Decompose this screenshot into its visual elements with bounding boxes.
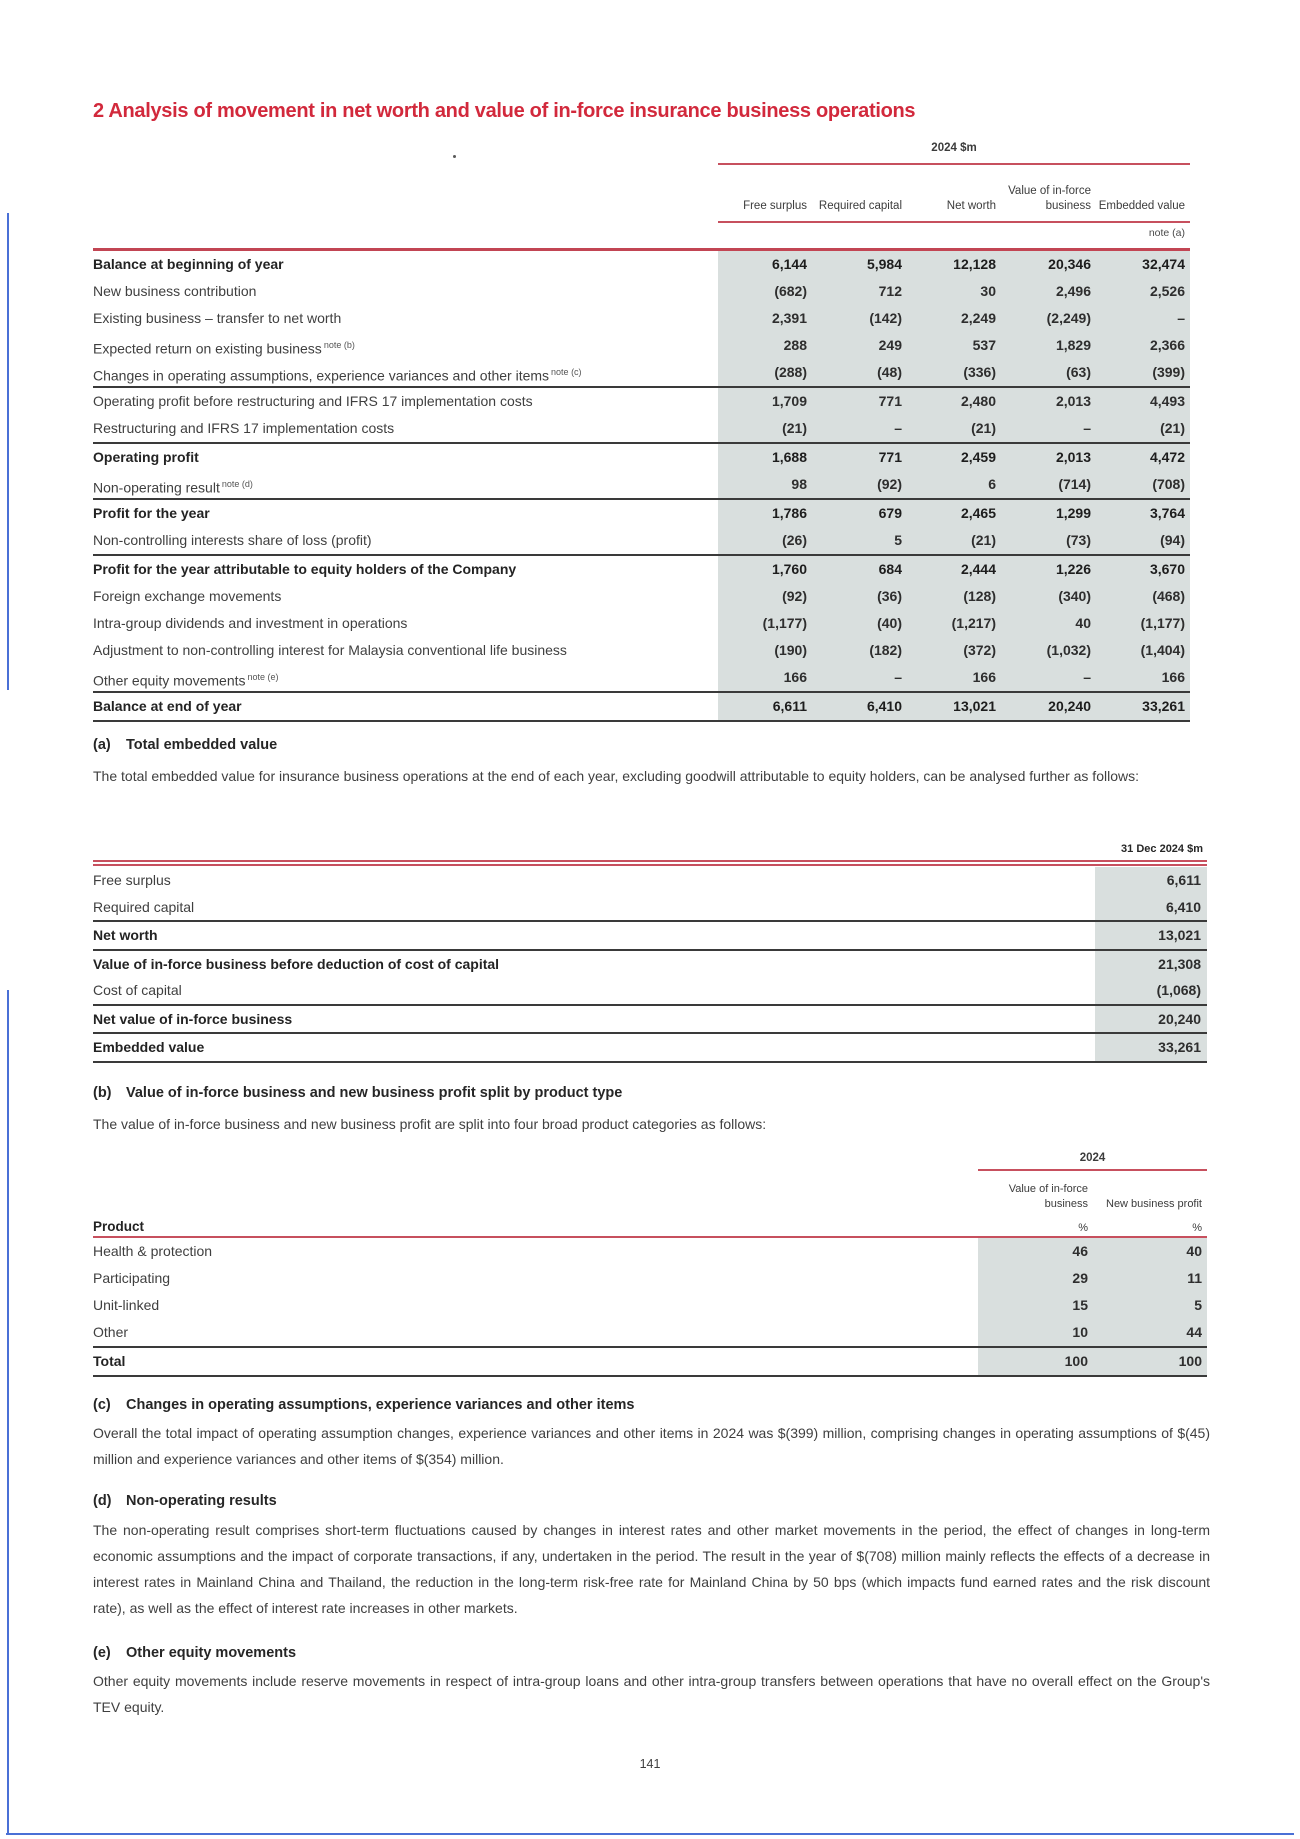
product-header-row — [93, 1214, 1207, 1234]
cell-value: 5 — [894, 532, 902, 548]
cell-value: 6,144 — [771, 256, 807, 272]
cell-value: 5 — [1194, 1297, 1202, 1313]
table-row — [93, 951, 1207, 978]
column-headers — [978, 1173, 1207, 1213]
unit-percent: % — [1192, 1222, 1202, 1234]
cell-value: 21,308 — [1158, 955, 1201, 972]
cell-value: 1,226 — [1055, 561, 1091, 577]
cell-value: 1,760 — [771, 561, 807, 577]
cell-value: (142) — [869, 310, 902, 326]
section-d-heading — [93, 1493, 277, 1509]
left-border-bar-bottom — [7, 990, 9, 1835]
cell-value: 6 — [988, 476, 996, 492]
cell-value: 288 — [783, 337, 807, 353]
cell-value: 20,240 — [1048, 698, 1091, 714]
cell-value: (92) — [782, 588, 807, 604]
table-row — [93, 922, 1207, 951]
cell-value: 166 — [972, 669, 996, 685]
table-row — [93, 305, 1190, 332]
cell-value: 4,472 — [1149, 449, 1185, 465]
row-label: Free surplus — [93, 872, 171, 888]
cell-value: (336) — [963, 364, 996, 380]
cell-value: 20,346 — [1048, 256, 1091, 272]
cell-value: (1,177) — [1140, 615, 1185, 631]
row-label: Balance at end of year — [93, 698, 242, 714]
section-c-heading — [93, 1397, 634, 1413]
cell-value: (2,249) — [1046, 310, 1091, 326]
cell-value: (182) — [869, 642, 902, 658]
cell-value: 100 — [1064, 1353, 1088, 1369]
cell-value: 3,764 — [1149, 505, 1185, 521]
row-label: Cost of capital — [93, 982, 182, 998]
section-d-title: Non-operating results — [126, 1493, 277, 1509]
cell-value: 1,829 — [1055, 337, 1091, 353]
section-c-title: Changes in operating assumptions, experience variances and other items — [126, 1397, 635, 1413]
cell-value: 2,526 — [1149, 283, 1185, 299]
cell-value: 6,410 — [1165, 898, 1201, 915]
section-a-title: Total embedded value — [126, 737, 278, 753]
cell-value: 2,249 — [960, 310, 996, 326]
section-a-prefix: (a) — [93, 737, 111, 753]
row-label: Unit-linked — [93, 1297, 160, 1313]
row-label: Other — [93, 1324, 129, 1340]
note-ref: note (b) — [323, 340, 355, 350]
table-row — [93, 1238, 1207, 1265]
table-row — [93, 500, 1190, 527]
cell-value: (1,217) — [951, 615, 996, 631]
column-headers — [718, 169, 1190, 217]
row-label: Profit for the year attributable to equity holders of the Company — [93, 561, 517, 577]
row-label: Total — [93, 1353, 126, 1369]
table-a-column-header: 31 Dec 2024 $m — [1121, 843, 1203, 855]
row-label: Intra-group dividends and investment in operations — [93, 615, 408, 631]
cell-value: 684 — [878, 561, 902, 577]
cell-value: 537 — [972, 337, 996, 353]
table-body — [93, 1238, 1207, 1377]
cell-value: 13,021 — [1158, 927, 1201, 943]
row-label: Operating profit before restructuring and IFRS 17 implementation costs — [93, 393, 533, 409]
column-header-value-in-force: Value of in-force business — [1008, 185, 1091, 212]
cell-value: (190) — [774, 642, 807, 658]
column-header-required-capital: Required capital — [818, 199, 902, 212]
cell-value: – — [894, 420, 902, 436]
column-header-embedded-value: Embedded value — [1098, 199, 1185, 212]
cell-value: 30 — [980, 283, 996, 299]
section-e-heading — [93, 1645, 296, 1661]
table-row — [93, 1006, 1207, 1035]
period-header: 2024 $m — [931, 142, 977, 154]
cell-value: 2,459 — [960, 449, 996, 465]
cell-value: 100 — [1178, 1353, 1202, 1369]
cell-value: (128) — [963, 588, 996, 604]
table-row — [93, 1265, 1207, 1292]
cell-value: (682) — [774, 283, 807, 299]
table-row — [93, 610, 1190, 637]
table-row — [93, 894, 1207, 923]
cell-value: 98 — [791, 476, 807, 492]
cell-value: (21) — [971, 532, 996, 548]
row-label: Non-controlling interests share of loss (profit) — [93, 532, 372, 548]
table-row — [93, 1348, 1207, 1377]
table-row — [93, 693, 1190, 722]
row-label: Other equity movements $^{note (e)}$ — [93, 672, 279, 689]
note-ref: note (a) — [1148, 227, 1185, 239]
cell-value: (94) — [1160, 532, 1185, 548]
cell-value: 1,299 — [1055, 505, 1091, 521]
cell-value: (63) — [1066, 364, 1091, 380]
cell-value: 20,240 — [1158, 1010, 1201, 1027]
cell-value: 249 — [878, 337, 902, 353]
cell-value: (92) — [877, 476, 902, 492]
table-row — [93, 637, 1190, 664]
cell-value: 2,366 — [1149, 337, 1185, 353]
row-label: Net value of in-force business — [93, 1010, 293, 1027]
cell-value: 2,013 — [1055, 449, 1091, 465]
table-row — [93, 415, 1190, 444]
row-label: New business contribution — [93, 283, 257, 299]
row-label: Health & protection — [93, 1243, 213, 1259]
cell-value: 6,611 — [1166, 872, 1201, 888]
bottom-border-line — [6, 1833, 1294, 1835]
section-b-body: The value of in-force business and new business profit are split into four broad product categories as follows: — [93, 1116, 767, 1132]
table-row — [93, 556, 1190, 583]
column-header-net-worth: Net worth — [946, 199, 996, 212]
cell-value: 712 — [878, 283, 902, 299]
table-row — [93, 444, 1190, 471]
table-row — [93, 388, 1190, 415]
cell-value: 11 — [1187, 1270, 1202, 1286]
cell-value: 40 — [1186, 1243, 1202, 1259]
cell-value: (288) — [774, 364, 807, 380]
table-row — [93, 867, 1207, 894]
section-d-prefix: (d) — [93, 1493, 112, 1509]
row-label: Existing business – transfer to net worth — [93, 310, 342, 326]
column-header-value-in-force: Value of in-force business — [1008, 1183, 1088, 1210]
cell-value: (48) — [877, 364, 902, 380]
row-label: Value of in-force business before deduction of cost of capital — [93, 955, 500, 972]
cell-value: – — [1083, 420, 1091, 436]
cell-value: 2,465 — [960, 505, 996, 521]
red-rule — [718, 221, 1190, 223]
cell-value: 2,444 — [960, 561, 996, 577]
table-body — [93, 867, 1207, 1063]
row-label: Restructuring and IFRS 17 implementation costs — [93, 420, 395, 436]
cell-value: 771 — [878, 449, 902, 465]
note-ref: note (d) — [221, 479, 253, 489]
cell-value: 166 — [783, 669, 807, 685]
page-number: 141 — [639, 1757, 661, 1771]
cell-value: 6,611 — [772, 698, 807, 714]
table-row — [93, 471, 1190, 500]
cell-value: (468) — [1152, 588, 1185, 604]
section-c-body: Overall the total impact of operating assumption changes, experience variances and other items in 2024 was $(399) million, comprising changes in operating assumptions of $(45) million and experience variances and other items of $(354) million. — [93, 1425, 1210, 1467]
red-rule — [93, 860, 1207, 862]
stray-dot — [453, 155, 456, 158]
row-label: Participating — [93, 1270, 171, 1286]
cell-value: (26) — [782, 532, 807, 548]
cell-value: (340) — [1058, 588, 1091, 604]
row-label: Changes in operating assumptions, experience variances and other items $^{note (c)}$ — [93, 367, 582, 384]
cell-value: 10 — [1072, 1324, 1088, 1340]
year-header: 2024 — [1079, 1152, 1106, 1164]
cell-value: – — [894, 669, 902, 685]
red-rule — [718, 163, 1190, 165]
cell-value: 679 — [878, 505, 902, 521]
unit-percent: % — [1078, 1222, 1088, 1234]
row-label: Required capital — [93, 898, 195, 915]
cell-value: (1,068) — [1156, 982, 1201, 998]
cell-value: 771 — [878, 393, 902, 409]
cell-value: (399) — [1152, 364, 1185, 380]
cell-value: 166 — [1161, 669, 1185, 685]
page-title: 2 Analysis of movement in net worth and value of in-force insurance business operations — [93, 100, 916, 122]
row-label: Embedded value — [93, 1039, 205, 1055]
table-row — [93, 278, 1190, 305]
section-e-body: Other equity movements include reserve movements in respect of intra-group loans and other intra-group transfers between operations that have no overall effect on the Group's TEV equity. — [93, 1673, 1210, 1715]
red-rule — [978, 1169, 1207, 1171]
cell-value: (1,032) — [1046, 642, 1091, 658]
table-row — [93, 251, 1190, 278]
table-row — [93, 664, 1190, 693]
cell-value: 1,688 — [771, 449, 807, 465]
cell-value: 2,391 — [771, 310, 807, 326]
table-row — [93, 1034, 1207, 1063]
cell-value: 12,128 — [953, 256, 996, 272]
left-border-bar-top — [7, 213, 9, 690]
section-b-heading — [93, 1085, 622, 1101]
row-label: Foreign exchange movements — [93, 588, 282, 604]
cell-value: 44 — [1186, 1324, 1202, 1340]
cell-value: 3,670 — [1149, 561, 1185, 577]
table-body — [93, 248, 1190, 722]
cell-value: (73) — [1066, 532, 1091, 548]
section-b-prefix: (b) — [93, 1085, 112, 1101]
cell-value: (714) — [1058, 476, 1091, 492]
table-row — [93, 359, 1190, 388]
table-row — [93, 527, 1190, 556]
cell-value: 2,480 — [960, 393, 996, 409]
cell-value: 33,261 — [1142, 698, 1185, 714]
cell-value: (36) — [877, 588, 902, 604]
row-label: Net worth — [93, 927, 158, 943]
cell-value: (21) — [782, 420, 807, 436]
section-b-title: Value of in-force business and new business profit split by product type — [126, 1085, 623, 1101]
note-ref: note (c) — [551, 367, 582, 377]
cell-value: 46 — [1072, 1243, 1088, 1259]
cell-value: (40) — [877, 615, 902, 631]
table-row — [93, 977, 1207, 1006]
cell-value: 2,496 — [1055, 283, 1091, 299]
cell-value: 40 — [1075, 615, 1091, 631]
note-ref: note (e) — [247, 672, 279, 682]
column-header-new-business-profit: New business profit — [1106, 1197, 1202, 1210]
section-d-body: The non-operating result comprises short-term fluctuations caused by changes in interest rates and other market movements in the period, the effect of changes in long-term economic assumptions and the impact of corporate transactions, if any, undertaken in the period. The result in the year of $(708) million mainly reflects the effects of a decrease in interest rates in Mainland China and Thailand, the reduction in the long-term risk-free rate for Mainland China by 50 bps (which impacts fund earned rates and the risk discount rate), as well as the effect of interest rate increases in other markets. — [93, 1522, 1210, 1616]
table-row — [93, 1292, 1207, 1319]
row-label: Non-operating result $^{note (d)}$ — [93, 479, 253, 496]
row-label: Adjustment to non-controlling interest for Malaysia conventional life business — [93, 642, 567, 658]
cell-value: (372) — [963, 642, 996, 658]
red-rule — [93, 864, 1207, 866]
cell-value: 29 — [1072, 1270, 1088, 1286]
cell-value: 32,474 — [1142, 256, 1185, 272]
cell-value: – — [1177, 310, 1185, 326]
table-row — [93, 1319, 1207, 1348]
row-label: Expected return on existing business $^{note (b)}$ — [93, 340, 355, 357]
cell-value: (1,177) — [762, 615, 807, 631]
row-label: Profit for the year — [93, 505, 210, 521]
product-label: Product — [93, 1219, 145, 1234]
cell-value: 1,786 — [771, 505, 807, 521]
table-row — [93, 583, 1190, 610]
cell-value: (1,404) — [1140, 642, 1185, 658]
cell-value: (21) — [971, 420, 996, 436]
cell-value: (708) — [1152, 476, 1185, 492]
cell-value: 33,261 — [1158, 1039, 1201, 1055]
cell-value: (21) — [1160, 420, 1185, 436]
row-label: Balance at beginning of year — [93, 256, 284, 272]
table-row — [93, 332, 1190, 359]
section-c-prefix: (c) — [93, 1397, 111, 1413]
cell-value: 13,021 — [953, 698, 996, 714]
section-e-title: Other equity movements — [126, 1645, 297, 1661]
cell-value: 1,709 — [771, 393, 807, 409]
cell-value: – — [1083, 669, 1091, 685]
section-a-heading — [93, 737, 277, 753]
column-header-free-surplus: Free surplus — [743, 199, 807, 212]
section-e-prefix: (e) — [93, 1645, 111, 1661]
section-a-body: The total embedded value for insurance business operations at the end of each year, excluding goodwill attributable to equity holders, can be analysed further as follows: — [93, 768, 1139, 784]
cell-value: 5,984 — [866, 256, 902, 272]
cell-value: 2,013 — [1055, 393, 1091, 409]
cell-value: 6,410 — [866, 698, 902, 714]
cell-value: 4,493 — [1149, 393, 1185, 409]
cell-value: 15 — [1072, 1297, 1088, 1313]
row-label: Operating profit — [93, 449, 199, 465]
